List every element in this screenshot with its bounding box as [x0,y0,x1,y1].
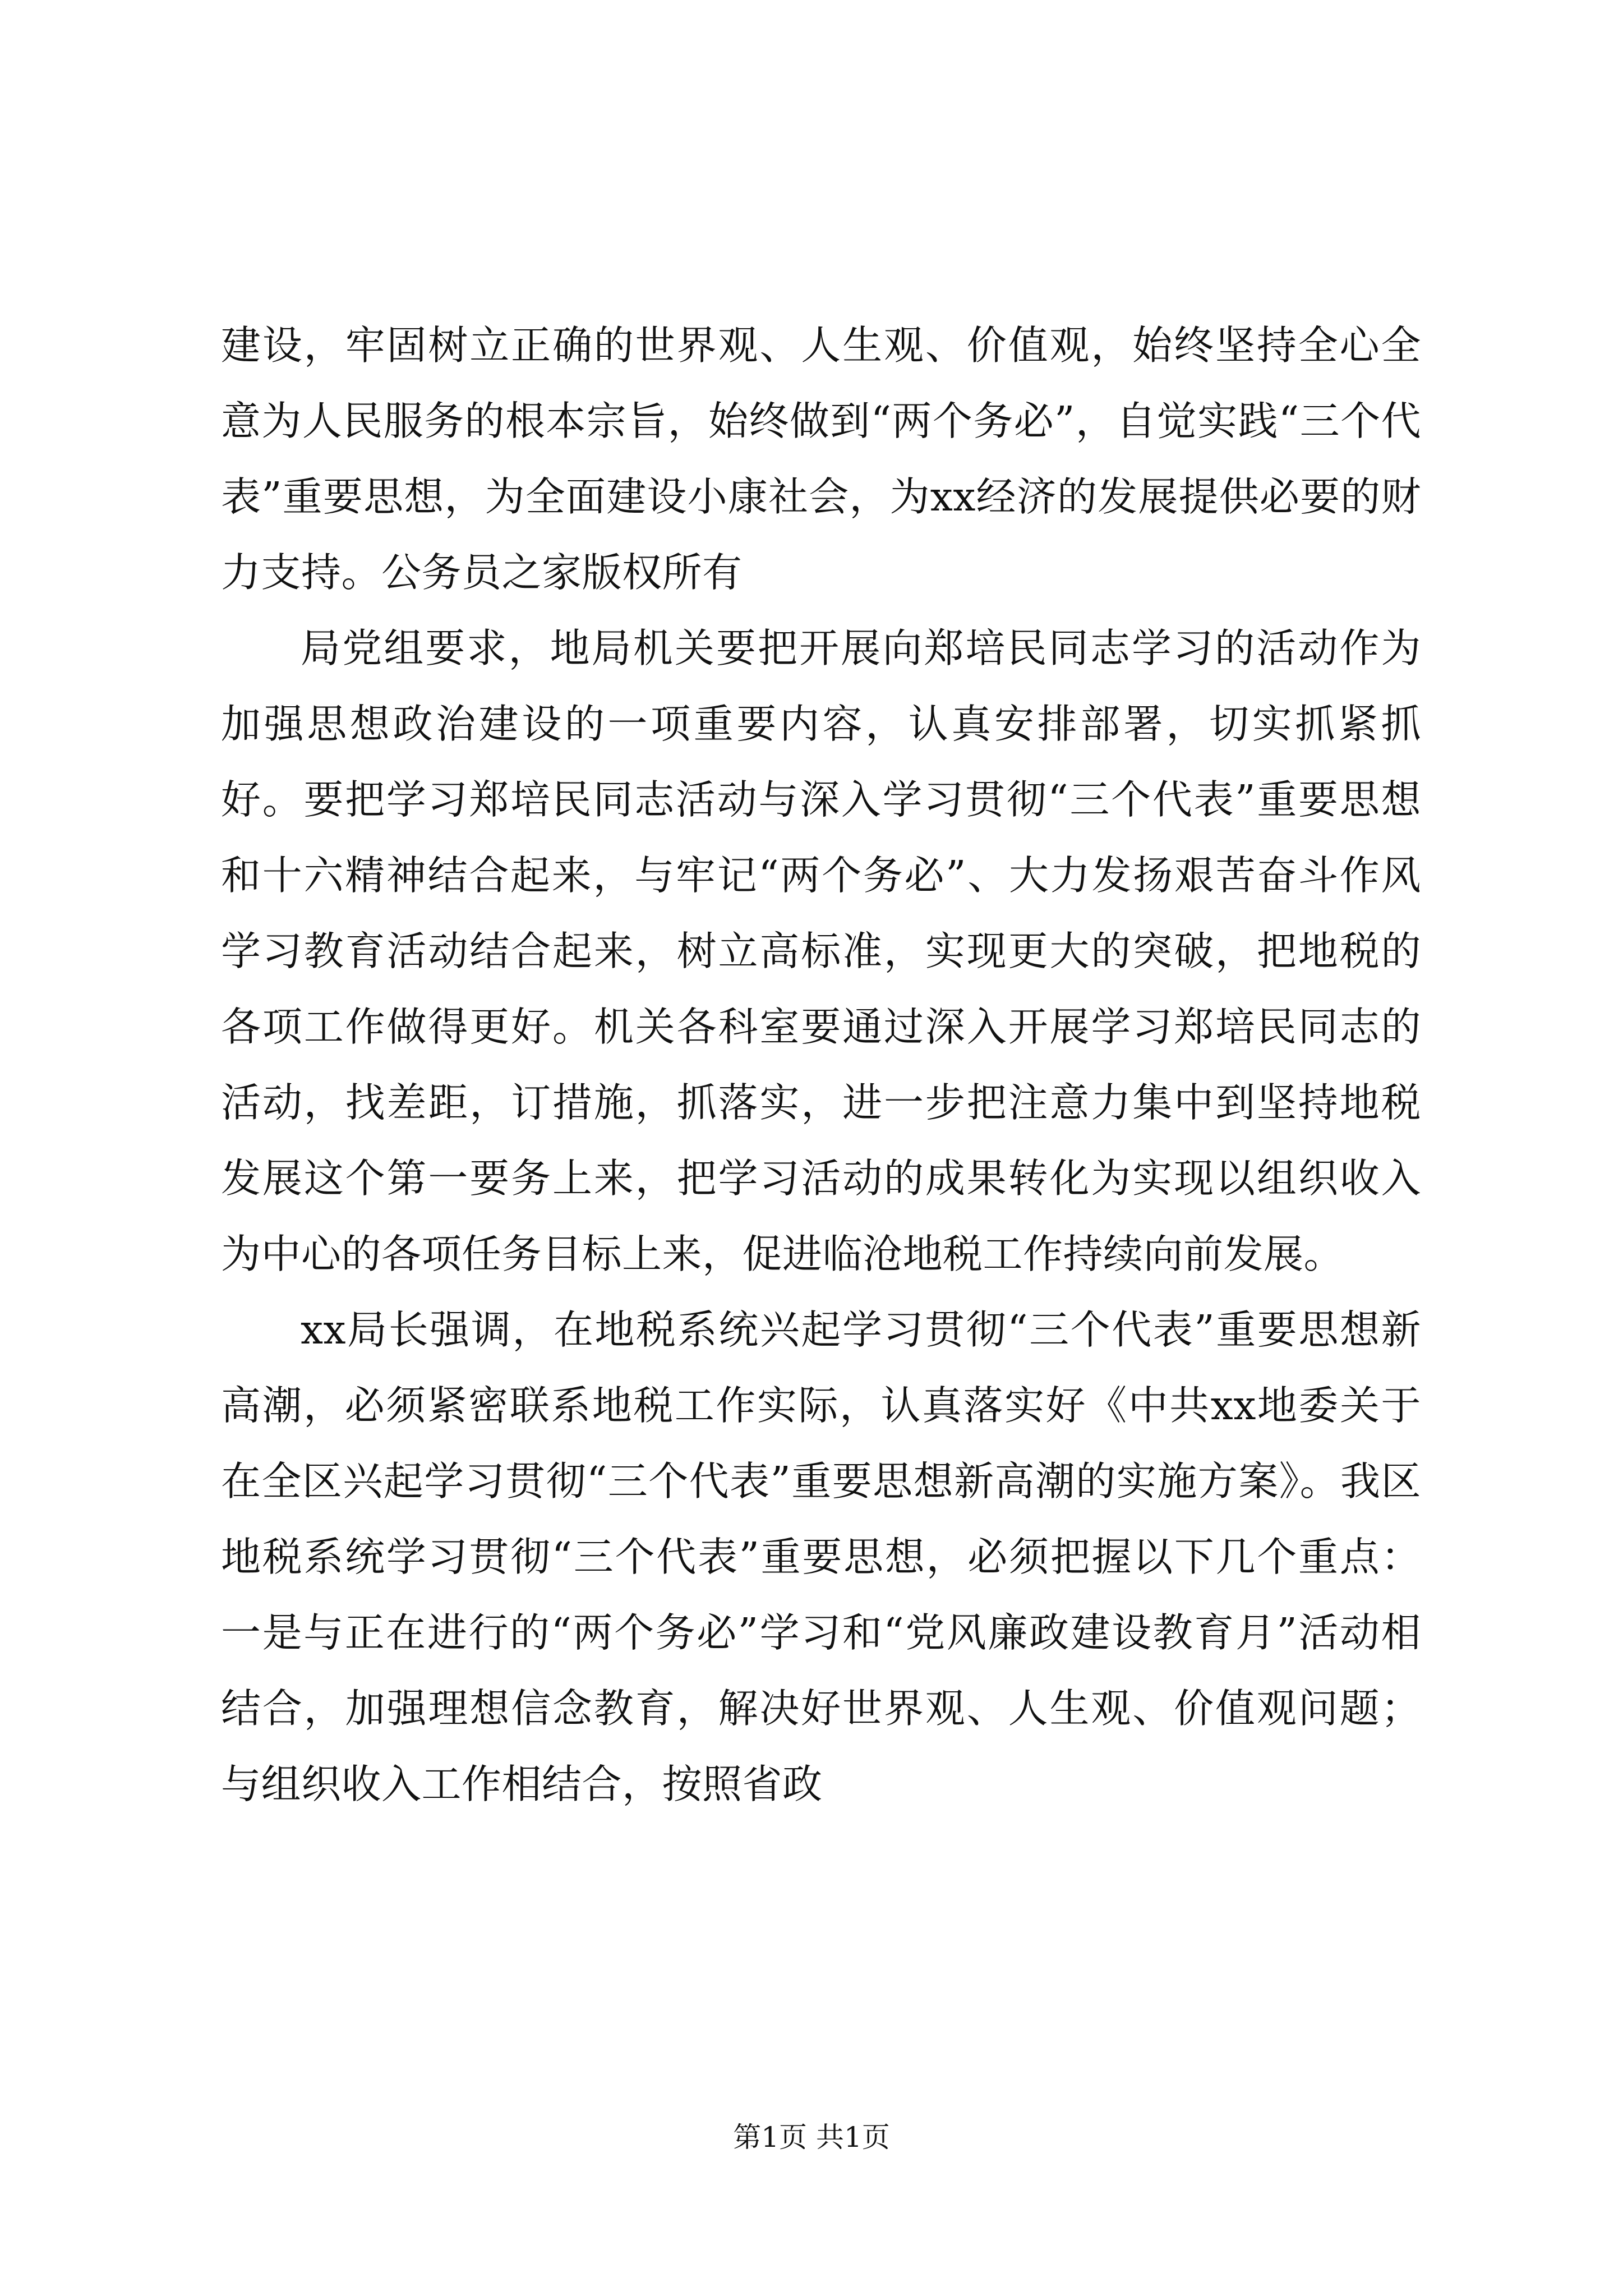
page-footer: 第1页 共1页 [733,2121,890,2154]
paragraph-1: 建设，牢固树立正确的世界观、人生观、价值观，始终坚持全心全意为人民服务的根本宗旨，始终做到“两个务必”，自觉实践“三个代表”重要思想，为全面建设小康社会，为xx经济的发展提供必要的财力支持。公务员之家版权所有 [221,322,1421,596]
paragraph-3: xx局长强调，在地税系统兴起学习贯彻“三个代表”重要思想新高潮，必须紧密联系地税工作实际，认真落实好《中共xx地委关于在全区兴起学习贯彻“三个代表”重要思想新高潮的实施方案》。我区地税系统学习贯彻“三个代表”重要思想，必须把握以下几个重点：一是与正在进行的“两个务必”学习和“党风廉政建设教育月”活动相结合，加强理想信念教育，解决好世界观、人生观、价值观问题；与组织收入工作相结合，按照省政 [221,1306,1421,1807]
paragraph-2: 局党组要求，地局机关要把开展向郑培民同志学习的活动作为加强思想政治建设的一项重要内容，认真安排部署，切实抓紧抓好。要把学习郑培民同志活动与深入学习贯彻“三个代表”重要思想和十六精神结合起来，与牢记“两个务必”、大力发扬艰苦奋斗作风学习教育活动结合起来，树立高标准，实现更大的突破，把地税的各项工作做得更好。机关各科室要通过深入开展学习郑培民同志的活动，找差距，订措施，抓落实，进一步把注意力集中到坚持地税发展这个第一要务上来，把学习活动的成果转化为实现以组织收入为中心的各项任务目标上来，促进临沧地税工作持续向前发展。 [221,625,1421,1277]
document-body [221,307,1421,1822]
